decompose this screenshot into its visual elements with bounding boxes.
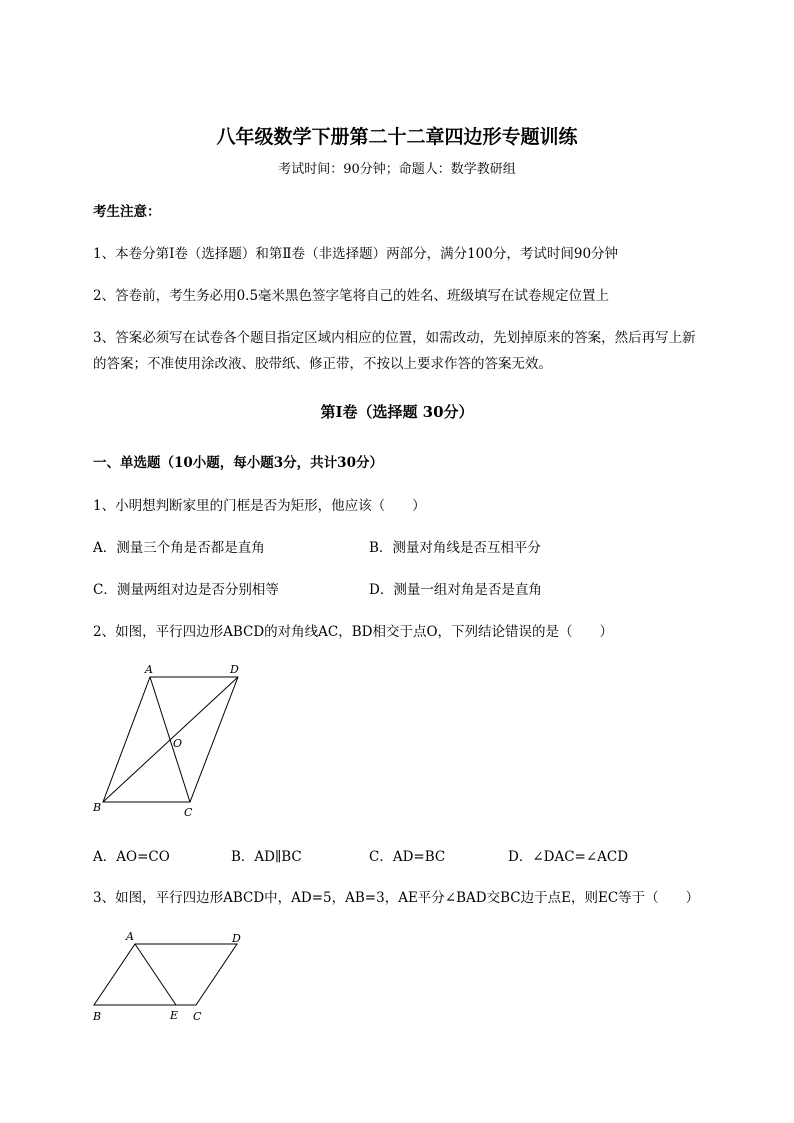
notice-item-3-line-2: 的答案；不准使用涂改液、胶带纸、修正带，不按以上要求作答的答案无效。 (93, 356, 552, 372)
q2-diagonal-bd (103, 677, 238, 802)
q3-stem: 3、如图，平行四边形ABCD中，AD=5，AB=3，AE平分∠BAD交BC边于点E，则EC等于（ ） (93, 890, 700, 906)
notice-item-3-line-1: 3、答案必须写在试卷各个题目指定区域内相应的位置，如需改动，先划掉原来的答案，然后再写上新 (93, 330, 696, 346)
q3-label-e: E (170, 1009, 179, 1022)
q2-stem: 2、如图，平行四边形ABCD的对角线AC，BD相交于点O，下列结论错误的是（ ） (93, 624, 614, 640)
q3-bisector-ae (135, 944, 176, 1005)
q1-stem: 1、小明想判断家里的门框是否为矩形，他应该（ ） (93, 498, 426, 514)
exam-info: 考试时间：90分钟；命题人：数学教研组 (278, 162, 516, 177)
q3-label-c: C (193, 1010, 202, 1023)
q2-diagonal-ac (150, 677, 190, 802)
q2-label-c: C (184, 806, 193, 819)
q3-parallelogram (94, 944, 237, 1005)
q1-option-d: D．测量一组对角是否是直角 (369, 582, 542, 598)
q1-option-c: C．测量两组对边是否分别相等 (93, 582, 279, 598)
q2-option-a: A．AO=CO (93, 849, 170, 865)
q2-option-d: D．∠DAC=∠ACD (508, 849, 629, 865)
section-title: 第I卷（选择题 30分） (320, 403, 474, 421)
q2-option-b: B．AD∥BC (231, 849, 302, 865)
q2-parallelogram (103, 677, 238, 802)
q2-label-o: O (173, 737, 183, 750)
q2-option-c: C．AD=BC (369, 849, 446, 865)
notice-item-2: 2、答卷前，考生务必用0.5毫米黑色签字笔将自己的姓名、班级填写在试卷规定位置上 (93, 288, 610, 304)
q3-label-b: B (93, 1010, 102, 1023)
q2-label-d: D (230, 663, 239, 676)
q3-label-a: A (126, 930, 134, 943)
notice-heading: 考生注意： (93, 204, 161, 220)
q2-label-a: A (145, 663, 153, 676)
q1-option-b: B．测量对角线是否互相平分 (369, 540, 541, 556)
page-title: 八年级数学下册第二十二章四边形专题训练 (216, 126, 578, 148)
notice-item-1: 1、本卷分第I卷（选择题）和第Ⅱ卷（非选择题）两部分，满分100分，考试时间90分钟 (93, 246, 619, 262)
q3-label-d: D (232, 932, 241, 945)
q1-option-a: A．测量三个角是否都是直角 (93, 540, 265, 556)
part-heading: 一、单选题（10小题，每小题3分，共计30分） (93, 455, 383, 471)
q2-label-b: B (93, 801, 102, 814)
